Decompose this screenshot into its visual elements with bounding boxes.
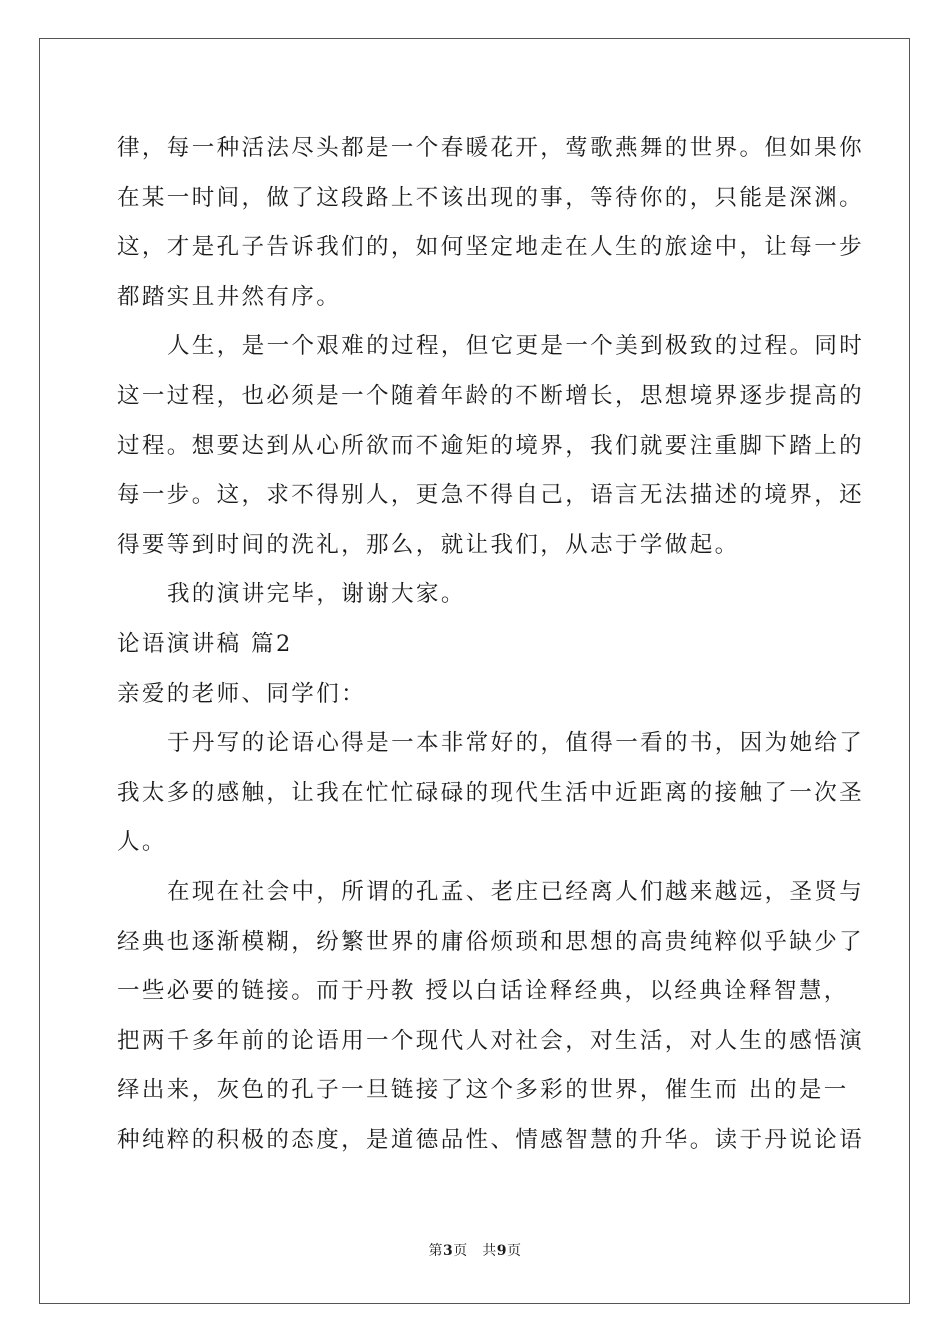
section-heading: 论语演讲稿 篇2 (117, 630, 293, 657)
text-line: 每一步。这，求不得别人，更急不得自己，语言无法描述的境界，还 (117, 482, 865, 509)
text-line: 这一过程，也必须是一个随着年龄的不断增长，思想境界逐步提高的 (117, 382, 865, 409)
closing-line: 我的演讲完毕，谢谢大家。 (167, 581, 466, 608)
text-line: 把两千多年前的论语用一个现代人对社会，对生活，对人生的感悟演 (117, 1027, 865, 1054)
text-line: 绎出来，灰色的孔子一旦链接了这个多彩的世界，催生而 出的是一 (117, 1077, 849, 1104)
paragraph-start-line: 人生，是一个艰难的过程，但它更是一个美到极致的过程。同时 (167, 333, 865, 360)
text-line: 种纯粹的积极的态度，是道德品性、情感智慧的升华。读于丹说论语 (117, 1126, 865, 1153)
text-line: 得要等到时间的洗礼，那么，就让我们，从志于学做起。 (117, 531, 740, 558)
text-line: 律，每一种活法尽头都是一个春暖花开，莺歌燕舞的世界。但如果你 (117, 135, 865, 161)
current-page-number: 3 (443, 1243, 454, 1259)
document-body (117, 124, 865, 1165)
text-line: 都踏实且井然有序。 (117, 283, 342, 310)
text-line: 经典也逐渐模糊，纷繁世界的庸俗烦琐和思想的高贵纯粹似乎缺少了 (117, 928, 865, 955)
text-line: 一些必要的链接。而于丹教 授以白话诠释经典，以经典诠释智慧， (117, 978, 849, 1005)
text-line: 在某一时间，做了这段路上不该出现的事，等待你的，只能是深渊。 (117, 184, 865, 211)
footer-middle: 页 共 (453, 1243, 497, 1259)
text-line: 人。 (117, 829, 167, 856)
footer-prefix: 第 (428, 1243, 443, 1259)
text-line: 这，才是孔子告诉我们的，如何坚定地走在人生的旅途中，让每一步 (117, 234, 865, 261)
total-pages-number: 9 (496, 1243, 507, 1259)
footer-suffix: 页 (507, 1243, 522, 1259)
paragraph-start-line: 于丹写的论语心得是一本非常好的，值得一看的书，因为她给了 (167, 730, 865, 757)
page-footer (0, 1240, 950, 1260)
salutation: 亲爱的老师、同学们： (117, 680, 367, 707)
text-line: 我太多的感触，让我在忙忙碌碌的现代生活中近距离的接触了一次圣 (117, 779, 865, 806)
text-line: 过程。想要达到从心所欲而不逾矩的境界，我们就要注重脚下踏上的 (117, 432, 865, 459)
paragraph-start-line: 在现在社会中，所谓的孔孟、老庄已经离人们越来越远，圣贤与 (167, 878, 865, 905)
